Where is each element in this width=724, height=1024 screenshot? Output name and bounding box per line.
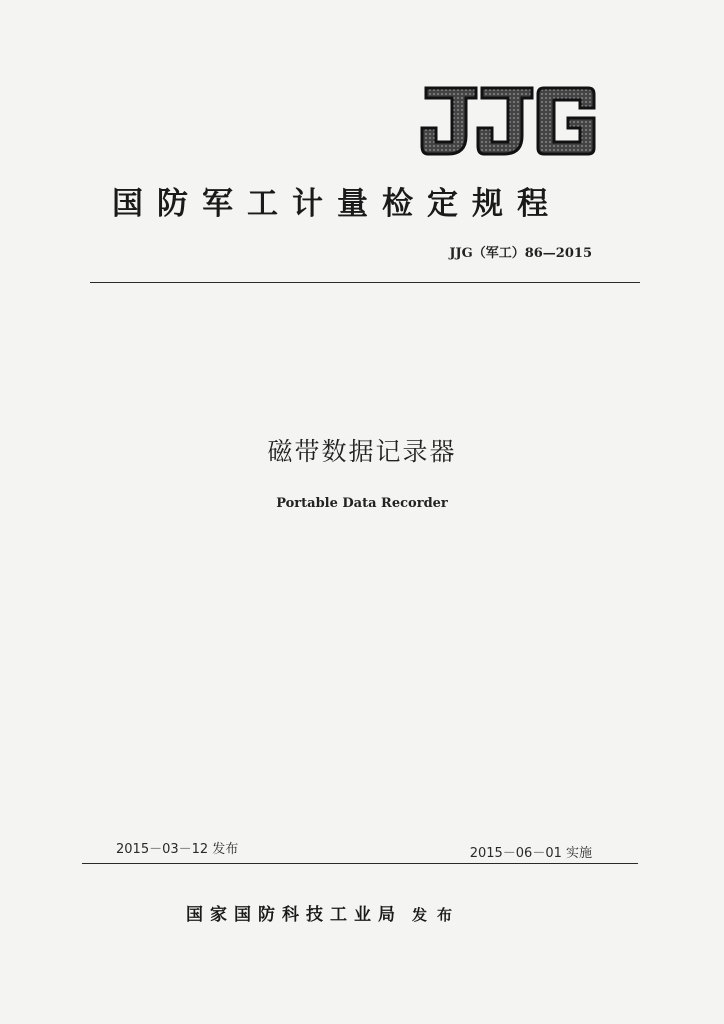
publish-label: 发布 bbox=[412, 906, 463, 924]
jjg-logo bbox=[420, 84, 596, 158]
implementation-date: 2015－06－01 实施 bbox=[469, 846, 592, 861]
document-title-en: Portable Data Recorder bbox=[276, 496, 448, 511]
standard-number: JJG（军工）86—2015 bbox=[449, 246, 592, 261]
document-title-cn: 磁带数据记录器 bbox=[267, 437, 457, 466]
top-divider bbox=[90, 282, 640, 283]
issue-date: 2015－03－12 发布 bbox=[116, 842, 239, 857]
bottom-divider bbox=[82, 863, 638, 864]
regulation-series-title: 国防军工计量检定规程 bbox=[112, 186, 562, 222]
publisher-name: 国家国防科技工业局 bbox=[186, 905, 402, 925]
publisher-line bbox=[186, 900, 462, 925]
